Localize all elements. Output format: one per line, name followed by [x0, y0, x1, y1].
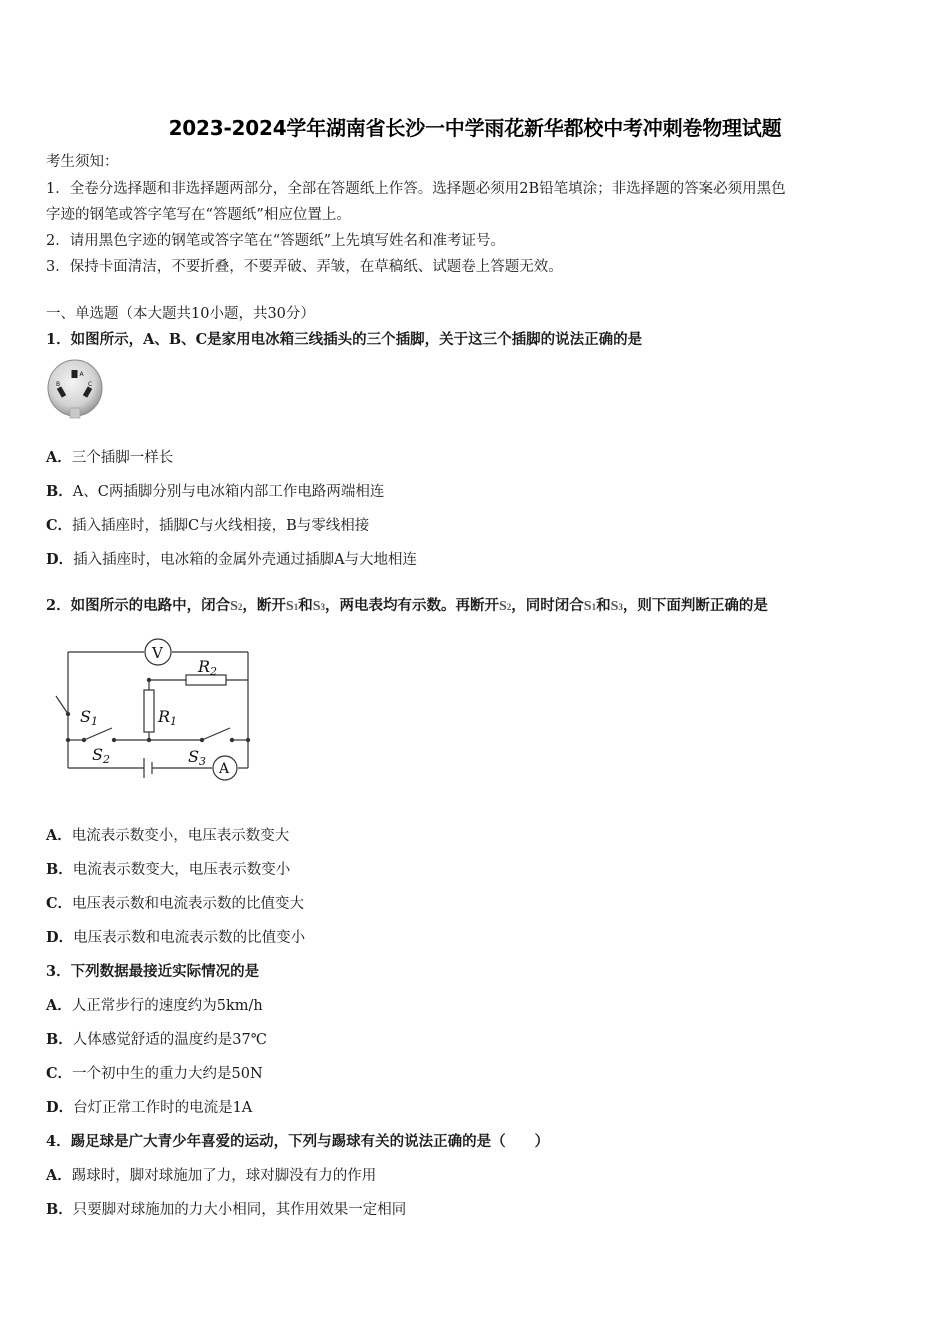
- q2-option-d: D．电压表示数和电流表示数的比值变小: [46, 929, 306, 946]
- s3-label: S3: [188, 747, 206, 768]
- plug-label-c: C: [88, 381, 93, 388]
- q1-option-c: C．插入插座时，插脚C与火线相接，B与零线相接: [46, 517, 370, 534]
- q4-option-b: B．只要脚对球施加的力大小相同，其作用效果一定相同: [46, 1201, 407, 1218]
- notice-item-3: 3．保持卡面清洁，不要折叠，不要弄破、弄皱，在草稿纸、试题卷上答题无效。: [46, 259, 563, 275]
- circuit-diagram: [52, 632, 258, 786]
- three-pin-plug-figure: [46, 358, 104, 420]
- q1-stem: 1．如图所示，A、B、C是家用电冰箱三线插头的三个插脚，关于这三个插脚的说法正确的是: [46, 331, 643, 348]
- r1-label: R1: [158, 707, 178, 728]
- s2-label: S2: [92, 745, 110, 766]
- notice-heading: 考生须知：: [46, 154, 119, 170]
- s1-label: S1: [80, 707, 98, 728]
- plug-label-a: A: [79, 371, 84, 378]
- ammeter-label: A: [219, 761, 230, 777]
- q1-option-b: B．A、C两插脚分别与电冰箱内部工作电路两端相连: [46, 483, 385, 500]
- q2-stem: 2．如图所示的电路中，闭合S2，断开S1和S3，两电表均有示数。再断开S2，同时闭合S1和S3，则下面判断正确的是: [46, 597, 768, 614]
- page-title: 2023-2024学年湖南省长沙一中学雨花新华都校中考冲刺卷物理试题: [168, 116, 782, 140]
- q2-option-c: C．电压表示数和电流表示数的比值变大: [46, 895, 305, 912]
- notice-item-1: 1．全卷分选择题和非选择题两部分，全部在答题纸上作答。选择题必须用2B铅笔填涂；非选择题的答案必须用黑色: [46, 181, 786, 197]
- q1-option-a: A．三个插脚一样长: [46, 449, 174, 466]
- r2-label: R2: [198, 657, 218, 678]
- q2-option-a: A．电流表示数变小，电压表示数变大: [46, 827, 290, 844]
- plug-label-b: B: [56, 381, 61, 388]
- q3-option-b: B．人体感觉舒适的温度约是37℃: [46, 1031, 267, 1048]
- q4-option-a: A．踢球时，脚对球施加了力，球对脚没有力的作用: [46, 1167, 377, 1184]
- q3-option-a: A．人正常步行的速度约为5km/h: [46, 997, 263, 1014]
- q1-option-d: D．插入插座时，电冰箱的金属外壳通过插脚A与大地相连: [46, 551, 418, 568]
- q3-option-c: C．一个初中生的重力大约是50N: [46, 1065, 263, 1082]
- q2-option-b: B．电流表示数变大，电压表示数变小: [46, 861, 291, 878]
- q4-stem: 4．踢足球是广大青少年喜爱的运动，下列与踢球有关的说法正确的是（ ）: [46, 1133, 550, 1150]
- section-heading: 一、单选题（本大题共10小题，共30分）: [46, 306, 315, 322]
- notice-item-1-cont: 字迹的钢笔或答字笔写在“答题纸”相应位置上。: [46, 207, 351, 223]
- voltmeter-label: V: [152, 644, 163, 662]
- notice-item-2: 2．请用黑色字迹的钢笔或答字笔在“答题纸”上先填写姓名和准考证号。: [46, 233, 506, 249]
- q3-option-d: D．台灯正常工作时的电流是1A: [46, 1099, 253, 1116]
- q3-stem: 3．下列数据最接近实际情况的是: [46, 963, 260, 980]
